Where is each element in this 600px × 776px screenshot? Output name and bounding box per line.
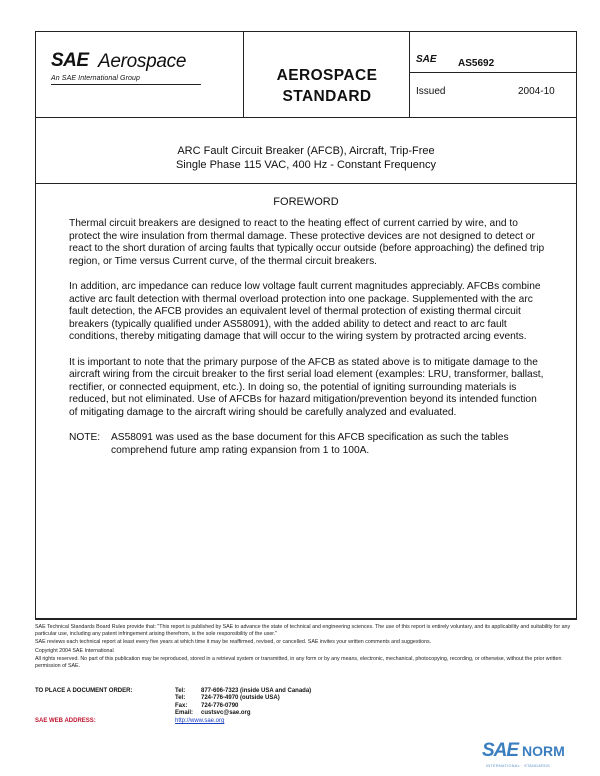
fax-value: 724-776-0790 [201, 702, 239, 709]
document-frame [35, 31, 577, 619]
doc-info-cell [410, 32, 577, 117]
footer-divider [35, 619, 577, 620]
standard-title-cell [244, 32, 410, 117]
paragraph: It is important to note that the primary purpose of the AFCB as stated above is to mitigate damage to the aircraft wiring from the circuit breaker to the first serial load element (examples: LRU, transformer, ballast, rectifier, or connected equipment, etc.). In doing so, the potential of igniting surrounding materials is reduced, but not eliminated. Use of AFCBs for hazard mitigation/prevention beyond its intended function of mitigating damage to the aircraft wiring should be carefully analyzed and evaluated. [69, 356, 544, 418]
foreword-heading: FOREWORD [273, 196, 339, 208]
note-label: NOTE: [69, 432, 101, 444]
review-text: SAE reviews each technical report at least every five years at which time it may be reaffirmed, revised, or cancelled. SAE invites your written comments and suggestions. [35, 639, 432, 646]
sae-logo: SAE [51, 50, 89, 71]
standard-title: AEROSPACE STANDARD [276, 67, 378, 105]
sae-norm-watermark [482, 740, 594, 770]
info-divider [410, 72, 577, 73]
issued-label: Issued [416, 86, 446, 97]
doc-number: AS5692 [458, 58, 495, 69]
footer-legal [35, 624, 577, 671]
header-divider [36, 117, 576, 118]
note [69, 432, 547, 457]
watermark-sub: INTERNATIONAL · STANDARDS [486, 764, 550, 768]
paragraph: In addition, arc impedance can reduce low voltage fault current magnitudes appreciably. AFCBs combine active arc fault detection with thermal overload protection into one package. Supplemented with the arc fault detection, the AFCB provides an equivalent level of thermal protection of existing thermal circuit breakers (typically qualified under AS58091), with the added ability to detect and react to arc fault conditions, thereby mitigating damage that will occur to the wiring system by protracted arcing events. [69, 280, 541, 343]
contact-labels: Tel: Tel: Fax: Email: [175, 688, 194, 717]
tel2-value: 724-776-4970 (outside USA) [201, 695, 280, 702]
note-text: AS58091 was used as the base document for this AFCB specification as such the tables comprehend future amp rating expansion from 1 to 100A. [111, 432, 509, 456]
watermark-norm: NORM [522, 743, 565, 759]
title-divider [36, 183, 576, 184]
rights-text: All rights reserved. No part of this publication may be reproduced, stored in a retrieval system or transmitted, in any form or by any means, electronic, mechanical, photocopying, recording, or otherwise, without the prior written permission of SAE. [35, 656, 562, 670]
contact-values [201, 688, 311, 718]
order-label: TO PLACE A DOCUMENT ORDER: [35, 688, 133, 694]
logo-divider [51, 84, 201, 85]
watermark-sae: SAE [482, 740, 519, 761]
tel-value: 877-606-7323 (inside USA and Canada) [201, 688, 312, 694]
copyright-text: Copyright 2004 SAE International [35, 647, 114, 654]
aerospace-logo-text: Aerospace [98, 51, 187, 72]
email-value[interactable]: custsvc@sae.org [201, 710, 251, 717]
sae-mark: SAE [416, 54, 437, 65]
rules-text: SAE Technical Standards Board Rules provide that: "This report is published by SAE to advance the state of technical and engineering sciences. The use of this report is entirely voluntary, and its applicability and suitability for any particular use, including any patent infringement arising therefrom, is the sole responsibility of the user." [35, 624, 571, 637]
document-title: ARC Fault Circuit Breaker (AFCB), Aircraft, Trip-Free Single Phase 115 VAC, 400 Hz - Constant Frequency [175, 145, 437, 171]
web-address-link[interactable]: http://www.sae.org [175, 718, 225, 724]
issued-date: 2004-10 [518, 86, 555, 97]
paragraph: Thermal circuit breakers are designed to react to the heating effect of current carried by wire, and to protect the wire insulation from thermal damage. These protective devices are not designed to detect or react to the short duration of arcing faults that typically occur outside (before approaching) the defined trip region, or Time versus Current curve, of the thermal circuit breakers. [69, 218, 545, 267]
foreword-body [69, 218, 547, 457]
web-address-label: SAE WEB ADDRESS: [35, 718, 96, 724]
logo-subtitle: An SAE International Group [51, 75, 140, 82]
logo-cell [36, 32, 244, 117]
